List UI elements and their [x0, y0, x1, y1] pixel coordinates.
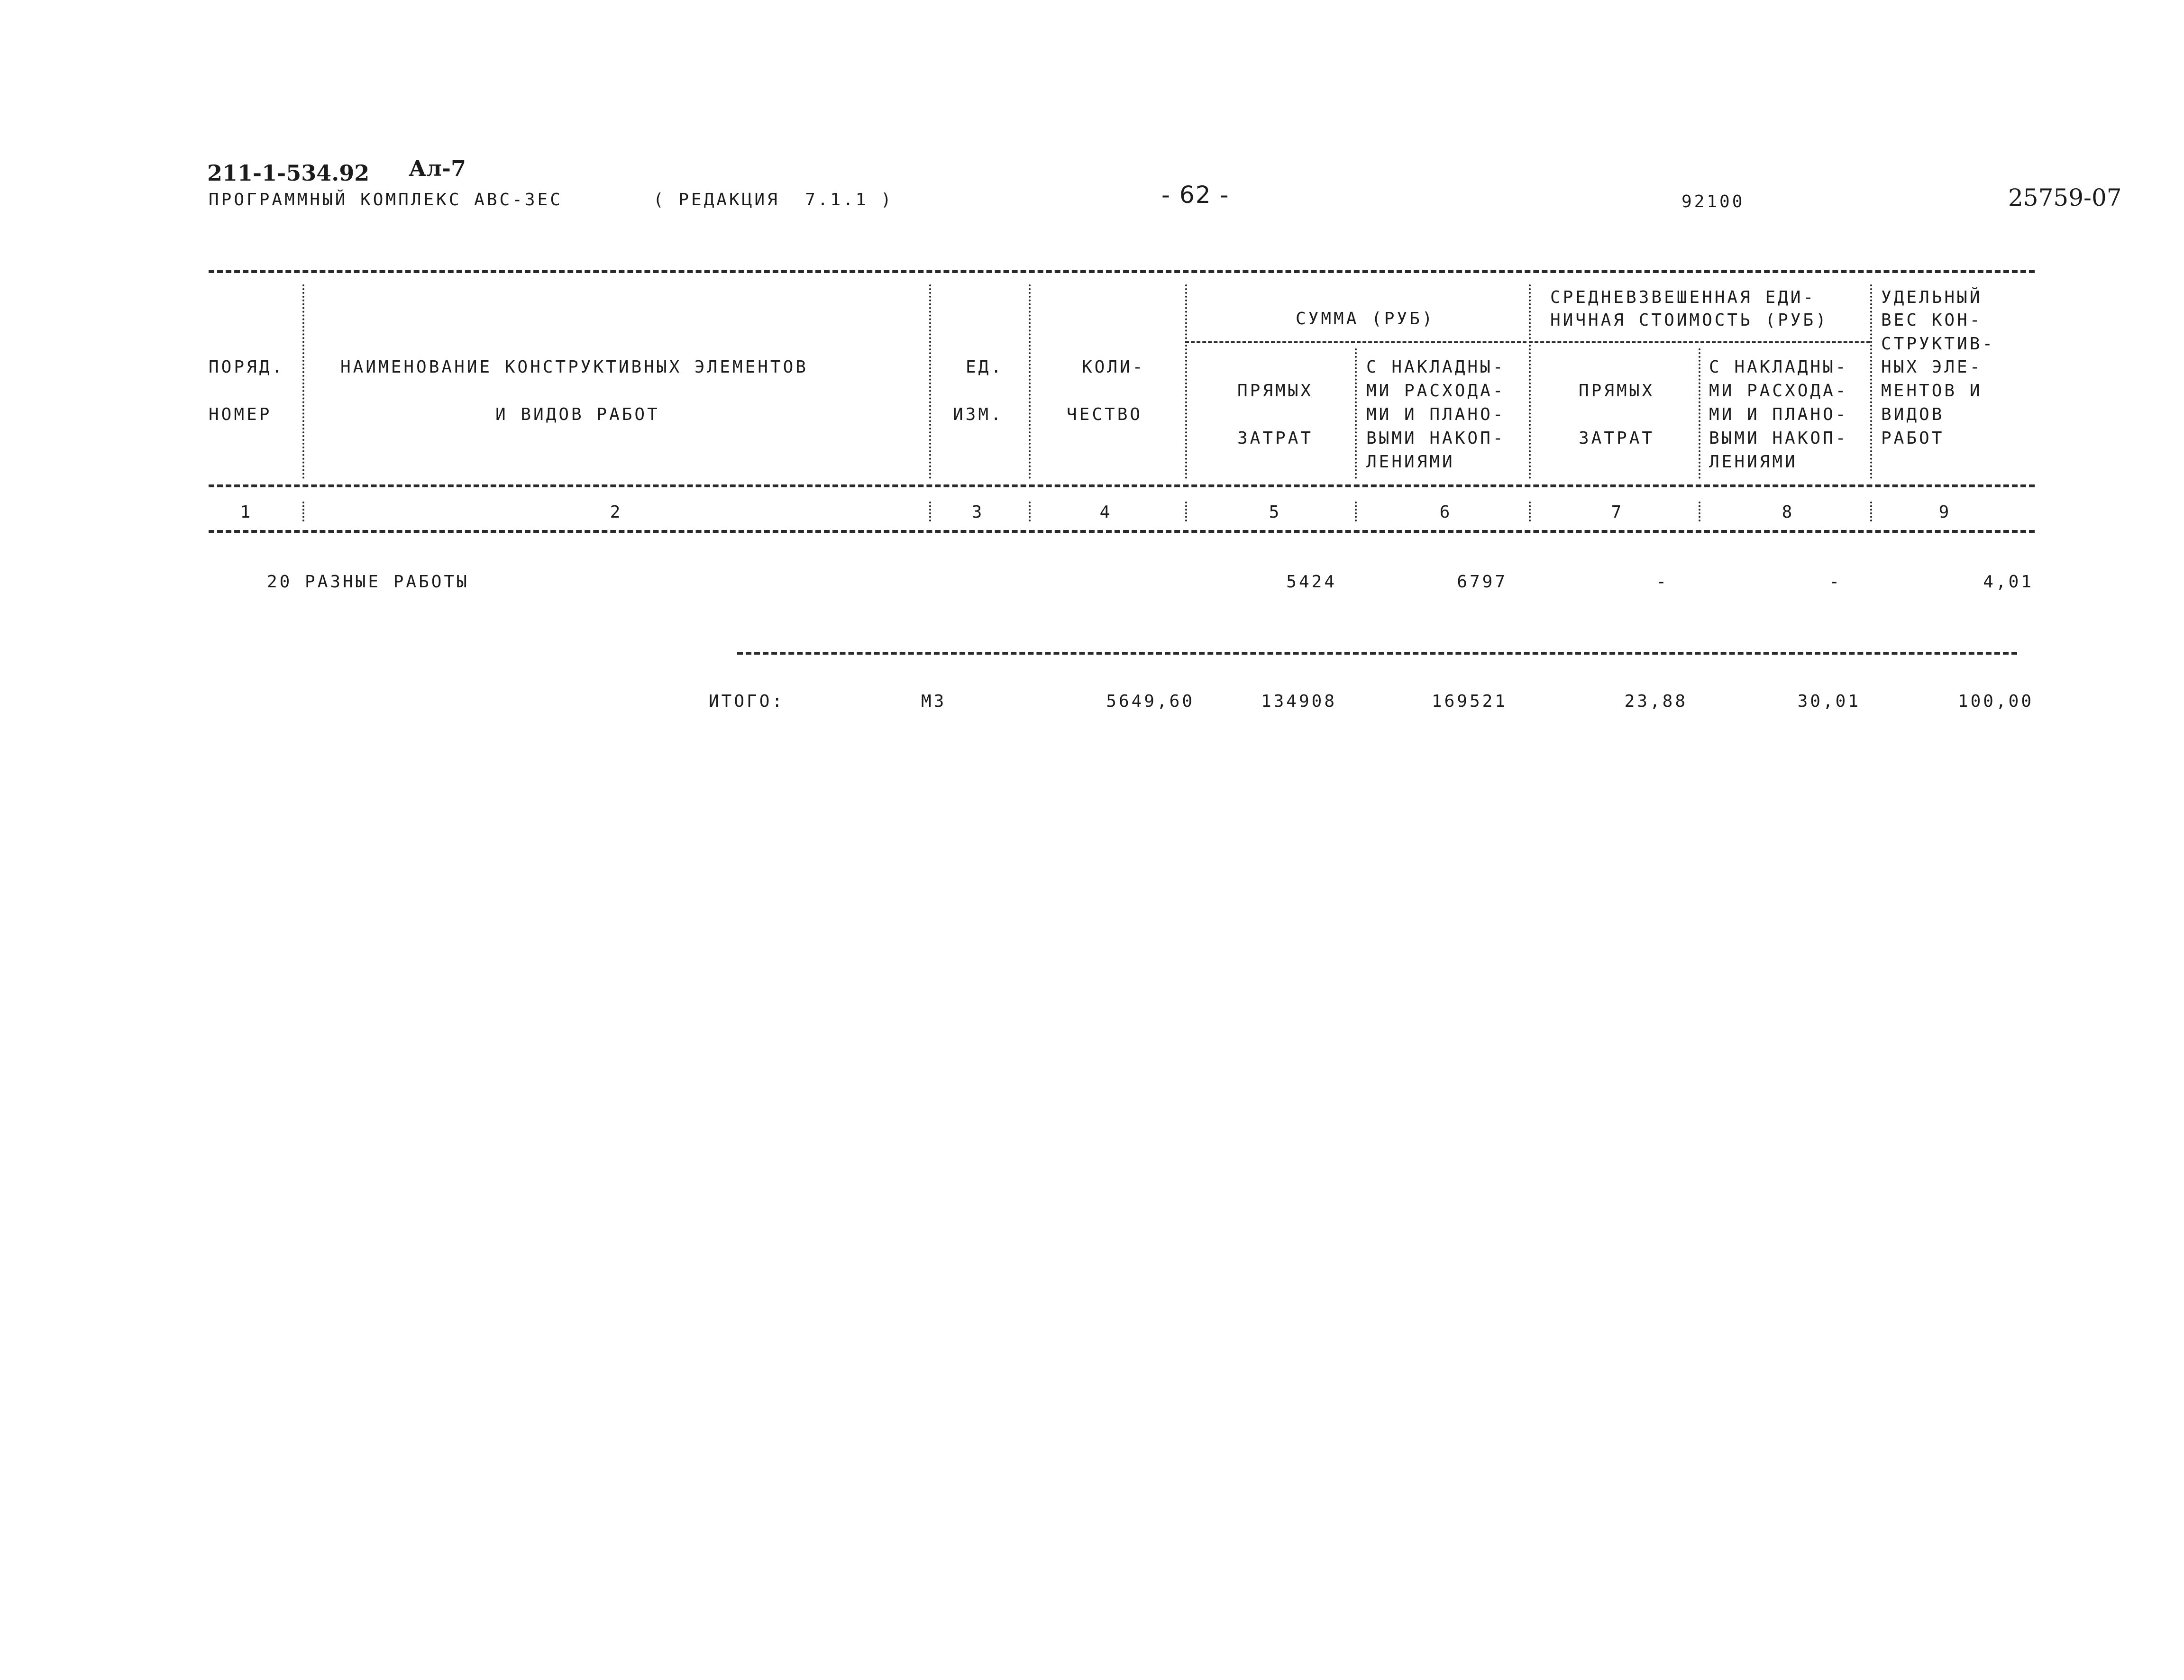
- col5-header-line2: ЗАТРАТ: [1237, 429, 1314, 448]
- col4-header-line1: КОЛИ-: [1082, 357, 1145, 377]
- col6-header-line5: ЛЕНИЯМИ: [1366, 452, 1455, 472]
- col6-header-line1: С НАКЛАДНЫ-: [1366, 357, 1506, 377]
- col8-header-line2: МИ РАСХОДА-: [1709, 381, 1848, 401]
- col9-header-line4: НЫХ ЭЛЕ-: [1881, 357, 1983, 377]
- group-avg-rule: [1529, 341, 1870, 343]
- col1-header-line1: ПОРЯД.: [209, 357, 285, 377]
- page-number: - 62 -: [1161, 181, 1230, 209]
- col-sep-7: [1699, 348, 1700, 479]
- col9-header-line1: УДЕЛЬНЫЙ: [1881, 288, 1983, 307]
- num-sep-2: [929, 502, 931, 521]
- col-number-8: 8: [1782, 502, 1795, 522]
- row-direct-cost: 5424: [1286, 572, 1337, 592]
- sum-group-header: СУММА (РУБ): [1296, 309, 1435, 329]
- group-sum-rule: [1185, 341, 1526, 343]
- col6-header-line2: МИ РАСХОДА-: [1366, 381, 1506, 401]
- col7-header-line2: ЗАТРАТ: [1579, 429, 1655, 448]
- col9-header-line2: ВЕС КОН-: [1881, 310, 1983, 330]
- total-avg-direct: 23,88: [1624, 692, 1688, 711]
- avg-group-header-line1: СРЕДНЕВЗВЕШЕННАЯ ЕДИ-: [1550, 288, 1816, 307]
- col9-header-line7: РАБОТ: [1881, 429, 1945, 448]
- col-sep-8: [1870, 284, 1872, 479]
- avg-group-header-line2: НИЧНАЯ СТОИМОСТЬ (РУБ): [1550, 310, 1828, 330]
- total-label: ИТОГО:: [709, 692, 785, 711]
- total-direct-cost: 134908: [1261, 692, 1337, 711]
- col-sep-3: [1029, 284, 1031, 479]
- col-sep-2: [929, 284, 931, 479]
- num-sep-8: [1870, 502, 1872, 521]
- col6-header-line3: МИ И ПЛАНО-: [1366, 405, 1506, 424]
- col-number-7: 7: [1611, 502, 1624, 522]
- header-bottom-rule: [209, 484, 2035, 487]
- col6-header-line4: ВЫМИ НАКОП-: [1366, 429, 1506, 448]
- col-number-5: 5: [1269, 502, 1282, 522]
- num-sep-6: [1529, 502, 1531, 521]
- document-code: 211-1-534.92: [207, 160, 370, 186]
- total-unit: М3: [921, 692, 947, 711]
- num-sep-4: [1185, 502, 1187, 521]
- col-number-3: 3: [971, 502, 985, 522]
- row-overhead-cost: 6797: [1457, 572, 1508, 592]
- total-share: 100,00: [1957, 692, 2034, 711]
- col-sep-4: [1185, 284, 1187, 479]
- col-number-1: 1: [240, 502, 253, 522]
- col-number-6: 6: [1439, 502, 1453, 522]
- col2-header-line2: И ВИДОВ РАБОТ: [495, 405, 660, 424]
- col-sep-6: [1529, 284, 1531, 479]
- num-sep-7: [1699, 502, 1700, 521]
- header-code-2: 25759-07: [2008, 184, 2122, 211]
- col2-header-line1: НАИМЕНОВАНИЕ КОНСТРУКТИВНЫХ ЭЛЕМЕНТОВ: [340, 357, 808, 377]
- col4-header-line2: ЧЕСТВО: [1067, 405, 1143, 424]
- col1-header-line2: НОМЕР: [209, 405, 272, 424]
- col3-header-line1: ЕД.: [966, 357, 1004, 377]
- col8-header-line4: ВЫМИ НАКОП-: [1709, 429, 1848, 448]
- total-rule: [737, 652, 2017, 655]
- row-avg-overhead: -: [1829, 572, 1842, 592]
- row-avg-direct: -: [1656, 572, 1669, 592]
- table-top-rule: [209, 270, 2035, 273]
- col9-header-line6: ВИДОВ: [1881, 405, 1945, 424]
- header-code-1: 92100: [1681, 192, 1745, 211]
- col9-header-line5: МЕНТОВ И: [1881, 381, 1983, 401]
- col-number-9: 9: [1938, 502, 1952, 522]
- row-share: 4,01: [1983, 572, 2034, 592]
- album-code: Ал-7: [409, 155, 466, 181]
- program-title: ПРОГРАММНЫЙ КОМПЛЕКС АВС-3ЕС: [209, 190, 563, 210]
- col8-header-line1: С НАКЛАДНЫ-: [1709, 357, 1848, 377]
- col-sep-5: [1355, 348, 1357, 479]
- col8-header-line5: ЛЕНИЯМИ: [1709, 452, 1798, 472]
- col7-header-line1: ПРЯМЫХ: [1579, 381, 1655, 401]
- row-name: 20 РАЗНЫЕ РАБОТЫ: [267, 572, 469, 592]
- col-number-2: 2: [610, 502, 623, 522]
- total-overhead-cost: 169521: [1431, 692, 1508, 711]
- col5-header-line1: ПРЯМЫХ: [1237, 381, 1314, 401]
- total-quantity: 5649,60: [1106, 692, 1195, 711]
- col-number-4: 4: [1099, 502, 1113, 522]
- col3-header-line2: ИЗМ.: [953, 405, 1004, 424]
- edition-label: ( РЕДАКЦИЯ 7.1.1 ): [653, 190, 894, 210]
- col9-header-line3: СТРУКТИВ-: [1881, 334, 1995, 354]
- num-sep-5: [1355, 502, 1357, 521]
- col-sep-1: [302, 284, 304, 479]
- col8-header-line3: МИ И ПЛАНО-: [1709, 405, 1848, 424]
- numbers-bottom-rule: [209, 530, 2035, 533]
- total-avg-overhead: 30,01: [1797, 692, 1861, 711]
- num-sep-3: [1029, 502, 1031, 521]
- num-sep-1: [302, 502, 304, 521]
